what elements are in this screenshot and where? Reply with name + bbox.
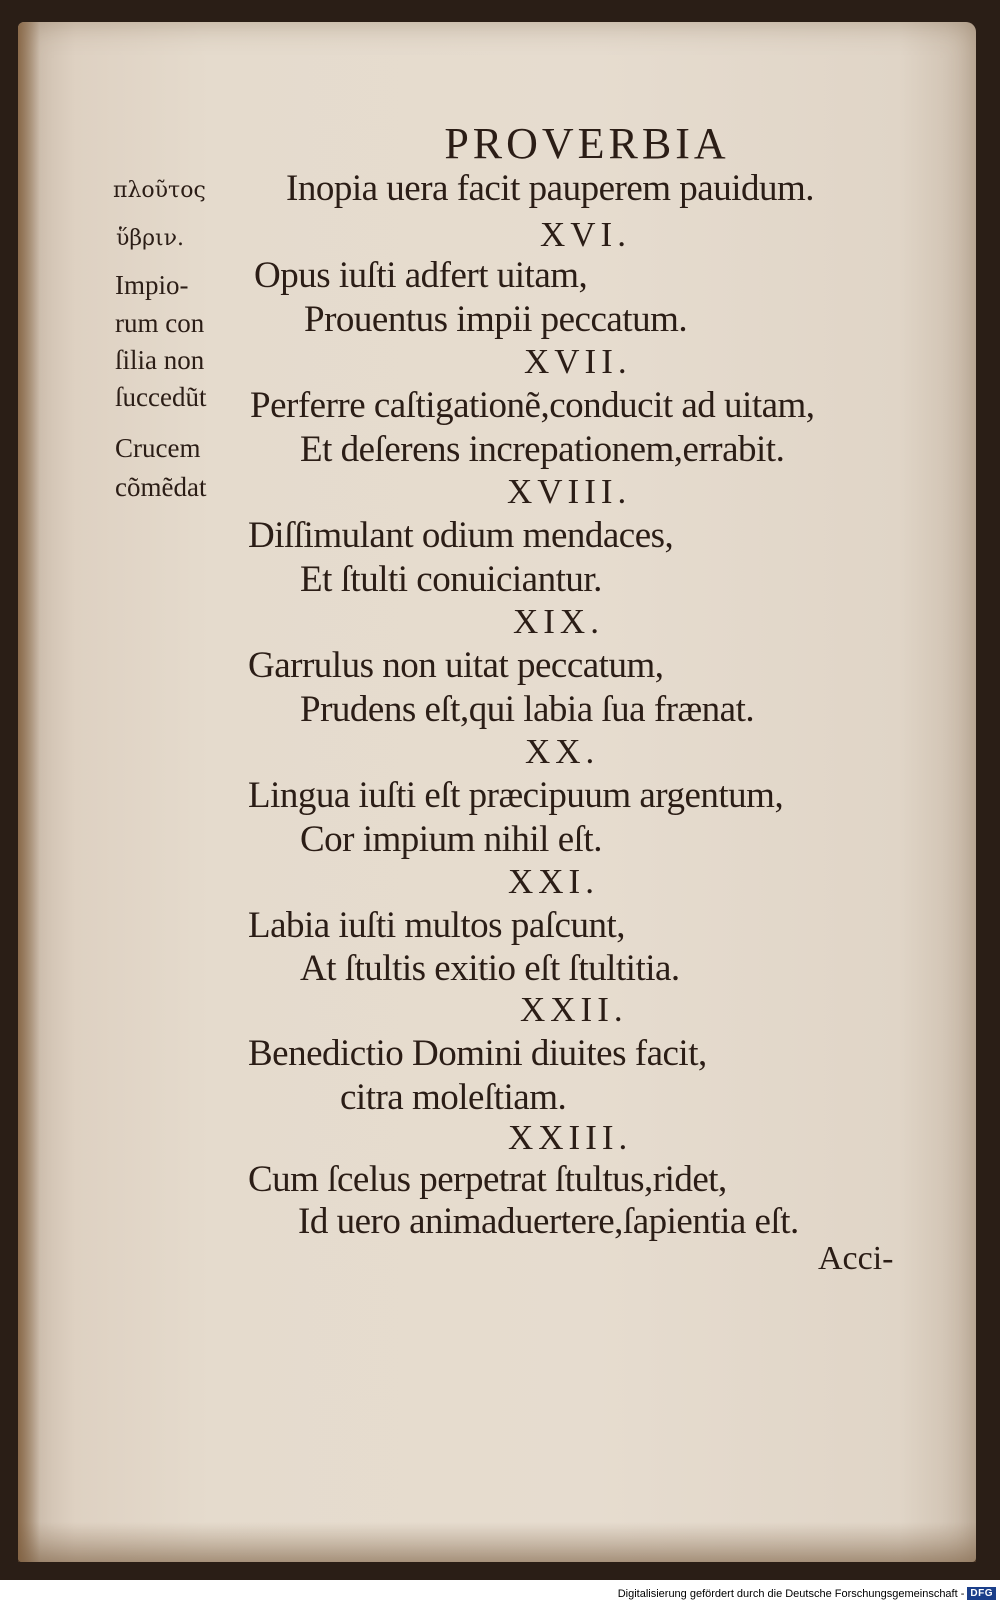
verse-number: XXII. bbox=[520, 990, 628, 1029]
verse-number: XIX. bbox=[513, 602, 604, 641]
margin-note: Crucem bbox=[115, 433, 201, 463]
verse-line: Cor impium nihil eſt. bbox=[300, 819, 602, 860]
running-head: PROVERBIA bbox=[444, 119, 730, 168]
dfg-logo: DFG bbox=[967, 1587, 996, 1600]
margin-note: ὕβριν. bbox=[116, 226, 185, 251]
book-page bbox=[18, 22, 976, 1562]
verse-number: XVIII. bbox=[507, 472, 632, 511]
margin-note: ſuccedũt bbox=[115, 382, 207, 412]
verse-line: Benedictio Domini diuites facit, bbox=[248, 1033, 707, 1074]
margin-note: Impio- bbox=[115, 270, 189, 300]
verse-line: Prudens eſt,qui labia ſua frænat. bbox=[300, 689, 755, 730]
verse-line: Et ſtulti conuiciantur. bbox=[300, 559, 602, 600]
verse-line: Diſſimulant odium mendaces, bbox=[248, 515, 674, 556]
verse-line: Garrulus non uitat peccatum, bbox=[248, 645, 664, 686]
verse-number: XXIII. bbox=[508, 1118, 633, 1157]
footer-credit: Digitalisierung gefördert durch die Deutsche Forschungsgemeinschaft - bbox=[617, 1588, 965, 1600]
verse-line: Opus iuſti adfert uitam, bbox=[254, 255, 588, 296]
verse-number: XX. bbox=[525, 732, 600, 771]
verse-line: Labia iuſti multos paſcunt, bbox=[248, 905, 625, 946]
verse-line: Perferre caſtigationẽ,conducit ad uitam, bbox=[250, 385, 815, 426]
margin-note: rum con bbox=[115, 308, 205, 338]
margin-note: ſilia non bbox=[115, 345, 205, 375]
verse-line: Id uero animaduertere,ſapientia eſt. bbox=[298, 1201, 799, 1242]
verse-line: At ſtultis exitio eſt ſtultitia. bbox=[300, 948, 680, 989]
catchword: Acci- bbox=[818, 1240, 894, 1277]
margin-note: cõmẽdat bbox=[115, 472, 207, 502]
verse-line: citra moleſtiam. bbox=[340, 1077, 567, 1118]
verse-number: XVII. bbox=[524, 342, 632, 381]
verse-line: Lingua iuſti eſt præcipuum argentum, bbox=[248, 775, 784, 816]
verse-number: XVI. bbox=[540, 215, 631, 254]
digitization-footer bbox=[0, 1582, 1000, 1605]
verse-line: Inopia uera facit pauperem pauidum. bbox=[286, 168, 815, 209]
verse-line: Prouentus impii peccatum. bbox=[304, 299, 688, 340]
verse-line: Cum ſcelus perpetrat ſtultus,ridet, bbox=[248, 1159, 727, 1200]
margin-note: πλοῦτος bbox=[113, 178, 206, 203]
verse-line: Et deſerens increpationem,errabit. bbox=[300, 429, 785, 470]
verse-number: XXI. bbox=[508, 862, 599, 901]
